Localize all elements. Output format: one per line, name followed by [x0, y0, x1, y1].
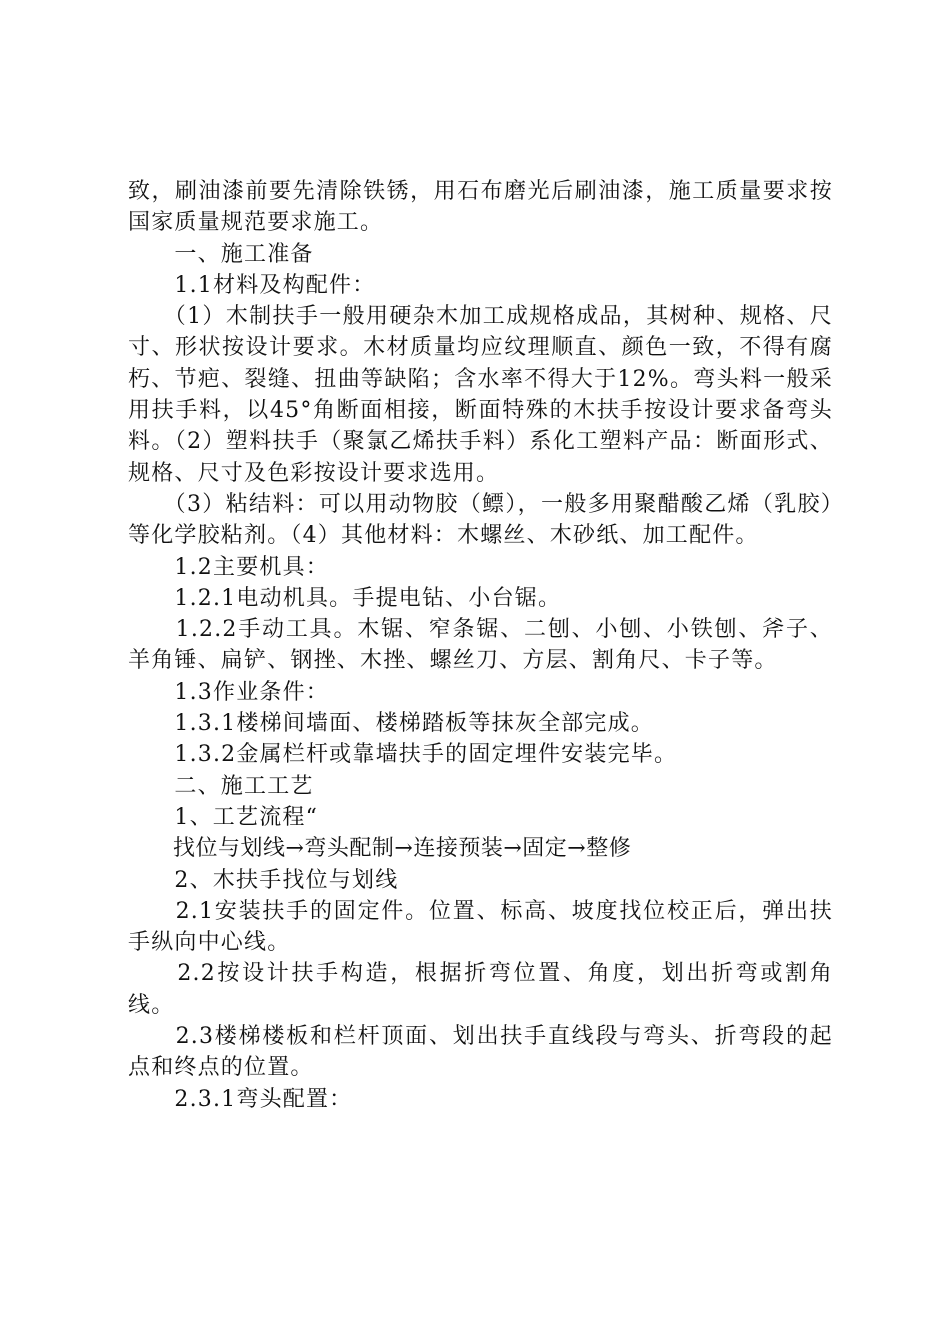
heading-tools: 1.2主要机具： — [128, 554, 329, 580]
heading-positioning: 2、木扶手找位与划线 — [128, 867, 399, 893]
heading-preparation: 一、施工准备 — [128, 241, 314, 267]
heading-elbow-config: 2.3.1弯头配置： — [128, 1086, 353, 1112]
paragraph-positioning-1: 2.1安装扶手的固定件。位置、标高、坡度找位校正后，弹出扶手纵向中心线。 — [128, 898, 833, 956]
heading-materials: 1.1材料及构配件： — [128, 272, 376, 298]
paragraph-materials-wood-plastic: （1）木制扶手一般用硬杂木加工成规格成品，其树种、规格、尺寸、形状按设计要求。木材质量均应纹理顺直、颜色一致，不得有腐朽、节疤、裂缝、扭曲等缺陷；含水率不得大于12%。弯头料一般采用扶手料，以45°角断面相接，断面特殊的木扶手按设计要求备弯头料。（2）塑料扶手（聚氯乙烯扶手料）系化工塑料产品：断面形式、规格、尺寸及色彩按设计要求选用。 — [128, 304, 833, 486]
process-flow-line: 找位与划线→弯头配制→连接预装→固定→整修 — [128, 836, 632, 862]
heading-process-flow: 1、工艺流程“ — [128, 804, 319, 830]
document-body — [128, 176, 833, 1115]
paragraph-positioning-3: 2.3楼梯楼板和栏杆顶面、划出扶手直线段与弯头、折弯段的起点和终点的位置。 — [128, 1024, 833, 1081]
paragraph-condition-2: 1.3.2金属栏杆或靠墙扶手的固定埋件安装完毕。 — [128, 742, 678, 768]
paragraph-hand-tools: 1.2.2手动工具。木锯、窄条锯、二刨、小刨、小铁刨、斧子、羊角锤、扁铲、钢挫、木挫、螺丝刀、方层、割角尺、卡子等。 — [128, 617, 833, 674]
paragraph-positioning-2: 2.2按设计扶手构造，根据折弯位置、角度，划出折弯或割角线。 — [128, 961, 833, 1018]
paragraph-condition-1: 1.3.1楼梯间墙面、楼梯踏板等抹灰全部完成。 — [128, 711, 654, 737]
paragraph-materials-adhesive: （3）粘结料：可以用动物胶（鳔），一般多用聚醋酸乙烯（乳胶）等化学胶粘剂。（4）其他材料：木螺丝、木砂纸、加工配件。 — [128, 491, 833, 549]
heading-process: 二、施工工艺 — [128, 773, 314, 799]
heading-conditions: 1.3作业条件： — [128, 679, 329, 705]
paragraph-continuation: 致，刷油漆前要先清除铁锈，用石布磨光后刷油漆，施工质量要求按国家质量规范要求施工。 — [128, 179, 833, 236]
paragraph-power-tools: 1.2.1电动机具。手提电钻、小台锯。 — [128, 585, 562, 611]
